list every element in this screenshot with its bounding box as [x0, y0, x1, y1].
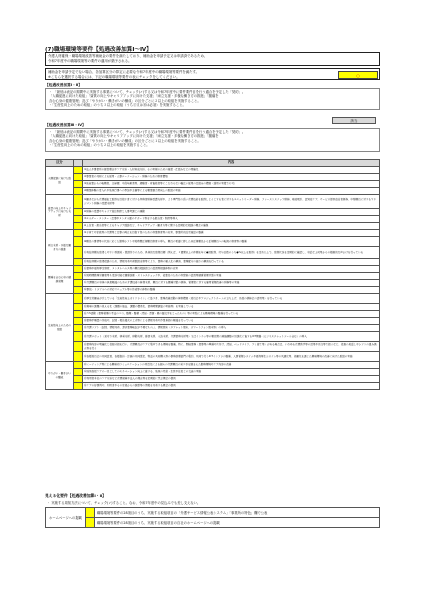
requirement-checkbox[interactable]: [74, 280, 83, 287]
requirement-item: ㉕ミーティング等による職場内コミュニケーションの円滑化による個々の介護職員の気づきを踏まえた勤務環境やケア内容の改善: [83, 362, 380, 369]
requirement-notice-box: [45, 68, 380, 80]
visibility-note: ・ 実施する周知方法について、チェック(✓)すること。なお、令和7年度中の見込みでも差し支えない。: [47, 501, 201, 505]
publication-checkbox[interactable]: [86, 518, 95, 528]
requirement-item: ⑤働きながら介護福祉士取得を目指す者に対する実務者研修受講支援や、より専門性の高い介護技術を取得しようとする者に対するユニットリーダー研修、ファーストステップ研修、喀痰吸引、認知症ケア、サービス提供責任者研修、中堅職員に対するマネジメント研修の受講支援等: [83, 195, 380, 209]
table-row: [46, 216, 380, 223]
requirement-checkbox[interactable]: [74, 342, 83, 352]
table-row: [46, 280, 380, 287]
category-cell: やりがい・働きがいの醸成: [46, 362, 74, 390]
requirement-checkbox[interactable]: [74, 195, 83, 209]
requirement-checkbox[interactable]: [74, 332, 83, 342]
requirement-item: ⑥研修の受講やキャリア段位制度と人事考課との連動: [83, 209, 380, 216]
table-row: [46, 318, 380, 325]
requirement-checkbox[interactable]: [74, 318, 83, 325]
requirement-checkbox[interactable]: [74, 383, 83, 390]
table-row: [46, 332, 380, 342]
table-row: [46, 304, 380, 311]
table-row: [46, 362, 380, 369]
requirement-item: ⑰厚生労働省が示している「生産性向上ガイドライン」に基づき、業務改善活動の体制構築（委員会やプロジェクトチームの立ち上げ、外部の研修会の活用等）を行っている: [83, 294, 380, 304]
table-row: [46, 294, 380, 304]
requirement-item: ㉖地域包括ケアの一員としてのモチベーション向上に資する、地域の児童・生徒や住民との交流の実施: [83, 369, 380, 376]
requirements-table: [45, 159, 380, 390]
category-cell: 資質の向上やキャリアアップに向けた支援: [46, 195, 74, 230]
section-a-line: 「入職促進に向けた取組」「資質の向上やキャリアアップに向けた支援」「両立支援・多様な働き方の推進」「腰痛を: [49, 94, 219, 99]
table-row: [46, 342, 380, 352]
table-row: [46, 311, 380, 318]
subsidy-exemption-box: [45, 52, 380, 66]
table-row: [46, 287, 380, 294]
requirement-item: ⑧上位者・担当者等によるキャリア面談など、キャリアアップ・働き方等に関する定期的な相談の機会の確保: [83, 223, 380, 230]
header-category: 区分: [46, 160, 74, 167]
table-row: [46, 259, 380, 266]
table-row: [46, 237, 380, 247]
requirement-item: ㉒介護ロボット（見守り支援、移乗支援、移動支援、排泄支援、入浴支援、介護業務支援等）又はインカム等の職員間の連絡調整の迅速化に資するICT機器（ビジネスチャットツール含む）の導入: [83, 332, 380, 342]
table-row: [46, 181, 380, 188]
requirement-checkbox[interactable]: [74, 294, 83, 304]
requirement-checkbox[interactable]: [74, 223, 83, 230]
notice-line: 補助金を申請予定でない場合、各加算区分の算定に必要な令和7年度中の職場環境等要件を満たす。: [48, 70, 200, 74]
publication-checkbox[interactable]: [86, 508, 95, 518]
requirement-checkbox[interactable]: [74, 266, 83, 273]
requirement-checkbox[interactable]: [74, 247, 83, 259]
requirement-item: ⑭短時間勤務労働者等も受診可能な健康診断・ストレスチェックや、従業員のための休憩室の設置等健康管理対策の実施: [83, 273, 380, 280]
applicable-tag: 該当: [332, 117, 376, 124]
requirement-item: ㉗利用者本位のケア方針など介護保険や法人の理念等を定期的に学ぶ機会の提供: [83, 376, 380, 383]
requirement-checkbox[interactable]: [74, 369, 83, 376]
section-b-heading: 【処遇改善加算Ⅲ・Ⅳ】: [45, 123, 86, 127]
requirement-item: ⑦エルダー・メンター（仕事やメンタル面のサポート等をする担当者）制度等導入: [83, 216, 380, 223]
requirement-checkbox[interactable]: [74, 352, 83, 362]
header-check: [74, 160, 83, 167]
requirement-checkbox[interactable]: [74, 325, 83, 332]
requirement-item: ⑫有給休暇の取得促進のため、情報共有や複数担当制等により、業務の属人化の解消、業務配分の偏りの解消を行っている: [83, 259, 380, 266]
requirement-checkbox[interactable]: [74, 237, 83, 247]
table-row: [46, 167, 380, 174]
requirement-item: ㉔各種委員会の共同設置、各種指針・計画の共同策定、物品の共同購入等の事務処理部門の集約、共同で行うICTインフラの整備、人事管理システムや福利厚生システム等の共通化等、協働化を通じた職場環境の改善に向けた取組の実施: [83, 352, 380, 362]
intro-line: 介護人材確保・職場環境改善等補助金の要件を満たしており、補助金を申請予定又は申請済であるため、: [48, 54, 208, 58]
requirement-checkbox[interactable]: [74, 362, 83, 369]
table-row: [46, 174, 380, 181]
category-cell: 生産性向上のための取組: [46, 294, 74, 362]
requirement-checkbox[interactable]: [74, 174, 83, 181]
publication-option: 職場環境等要件の28項目のうち、実施する取組項目の自社のホームページへの掲載: [95, 518, 380, 528]
section-a-heading: 【処遇改善加算Ⅰ・Ⅱ】: [45, 83, 82, 87]
section-a-line: ・ 「最低は表記の期間中に実施する事業について、チェック(✓)する又は令和7年度中に要件要件目を行う適合を予定した「契約」。: [49, 90, 246, 94]
table-row: [46, 273, 380, 280]
table-row: [46, 352, 380, 362]
table-header-row: [46, 160, 380, 167]
requirement-item: ④職業体験の受入れや地域行事への参加や主催等による職業魅力度向上の取組の実施: [83, 188, 380, 195]
requirement-item: ⑱現場の課題の見える化（課題の抽出、課題の構造化、業務時間調査の実施等）を実施している: [83, 304, 380, 311]
section-b-line: 含む心身の健康管理」及び「やりがい・働きがいの醸成」の区分ごとに１以上の取組を実施すること。: [49, 138, 201, 143]
selection-marker[interactable]: ○: [338, 71, 378, 79]
requirement-checkbox[interactable]: [74, 376, 83, 383]
table-row: [46, 383, 380, 390]
requirement-checkbox[interactable]: [74, 259, 83, 266]
table-row: [46, 230, 380, 237]
requirement-checkbox[interactable]: [74, 311, 83, 318]
requirement-checkbox[interactable]: [74, 209, 83, 216]
publication-row: [46, 508, 380, 518]
requirement-item: ㉑介護ソフト（記録、情報共有、請求業務転記が不要なもの。）、情報端末（タブレット端末、スマートフォン端末等）の導入: [83, 325, 380, 332]
section-a-line: ・「生産性向上のための取組」のうち３以上の取組（うち⑰又は⑱は必須）を実施すること。: [49, 102, 186, 107]
requirement-item: ㉘ケアの好事例や、利用者やその家族からの謝意等の情報を共有する機会の提供: [83, 383, 380, 390]
table-row: [46, 266, 380, 273]
table-row: [46, 325, 380, 332]
header-content: 内容: [83, 160, 380, 167]
category-cell: 腰痛を含む心身の健康管理: [46, 266, 74, 294]
publication-row: [46, 518, 380, 528]
publication-method-table: [45, 507, 380, 528]
requirement-item: ⑯事故・トラブルへの対応マニュアル等の作成等の体制の整備: [83, 287, 380, 294]
page-title: (7)職場環境等要件【処遇改善加算Ⅰ～Ⅳ】: [45, 47, 152, 53]
intro-line: 令和7年度中の職場環境等の要件の適用が猶予される。: [48, 58, 132, 63]
requirement-item: ⑪有給休暇を取得しやすい雰囲気・意識作りのため、具体的な取得目標（例えば、１週間以上の休暇を年に●回取得、付与日数のうち●%以上を取得）を定めた上で、取得状況を定期的に確認し、身近な上司等からの積極的な声かけを行っている: [83, 247, 380, 259]
table-row: [46, 247, 380, 259]
table-row: [46, 369, 380, 376]
requirement-item: ①法人や事業所の経営理念やケア方針・人材育成方針、その実現のための施策・仕組みなどの明確化: [83, 167, 380, 174]
requirement-checkbox[interactable]: [74, 181, 83, 188]
category-cell: 両立支援・多様な働き方の推進: [46, 230, 74, 266]
requirement-item: ⑨子育てや家族等の介護等と仕事の両立を目指す者のための休業制度等の充実、事業所内託児施設の整備: [83, 230, 380, 237]
requirement-checkbox[interactable]: [74, 230, 83, 237]
requirement-item: ③他産業からの転職者、主婦層、中高年齢者等、経験者・有資格者等にこだわらない幅広い採用の仕組みの構築（採用の実績でも可）: [83, 181, 380, 188]
table-row: [46, 195, 380, 209]
section-b-box: [45, 128, 380, 152]
requirement-checkbox[interactable]: [74, 273, 83, 280]
table-row: [46, 188, 380, 195]
table-row: [46, 376, 380, 383]
requirement-checkbox[interactable]: [74, 216, 83, 223]
requirement-item: ⑲５S活動（業務管理の手法の１つ。整理・整頓・清掃・清潔・躾の頭文字をとったもの）等の実践による職場環境の整備を行っている: [83, 311, 380, 318]
section-b-line: 「入職促進に向けた取組」「資質の向上やキャリアアップに向けた支援」「両立支援・多様な働き方の推進」「腰痛を: [49, 134, 219, 139]
requirement-item: ⑬業務や福利厚生制度、メンタルヘルス等の職員相談窓口の設置等相談体制の充実: [83, 266, 380, 273]
notice-line: ※こちらを選択する場合には、下記の職場環境等要件の表にチェックをしてください。: [48, 74, 180, 79]
requirement-item: ㉓業務内容の明確化と役割分担を行い、介護職員がケアに集中できる環境を整備。特に、間接業務（食事等の準備や片付け、清掃、ベッドメイク、ゴミ捨て等）がある場合は、いわゆる介護助手等の活用や外注等で担うなど、役割の見直しやシフトの組み換え等を行う: [83, 342, 380, 352]
requirement-checkbox[interactable]: [74, 167, 83, 174]
section-b-line: ・ 「最低は表記の期間中に実施する事業について、チェック(✓)する又は令和7年度中に要件要件目を行う適合を予定した「契約」。: [49, 130, 246, 134]
section-b-line: ・「生産性向上のための取組」のうち２以上の取組を実施すること。: [49, 142, 150, 147]
requirement-item: ⑮介護職員の身体の負担軽減のための介護技術の修得支援、職員に対する腰痛対策の研修、管理者に対する雇用管理改善の研修等の実施: [83, 280, 380, 287]
section-a-box: [45, 88, 380, 110]
homepage-label: ホームページへの掲載: [46, 508, 86, 528]
category-cell: 入職促進に向けた取組: [46, 167, 74, 195]
table-row: [46, 223, 380, 230]
requirement-item: ⑳業務手順書の作成や、記録・報告様式の工夫等による情報共有や作業負担の軽減を行っている: [83, 318, 380, 325]
visibility-requirement-title: 見える化要件【処遇改善加算Ⅰ・Ⅱ】: [45, 493, 106, 498]
table-row: [46, 209, 380, 216]
requirement-checkbox[interactable]: [74, 287, 83, 294]
section-a-line: 含む心身の健康管理」及び「やりがい・働きがいの醸成」の区分ごとに２以上の取組を実施すること。: [49, 98, 201, 103]
requirement-checkbox[interactable]: [74, 188, 83, 195]
requirement-checkbox[interactable]: [74, 304, 83, 311]
requirement-item: ⑩職員の事情等の状況に応じた勤務シフトや短時間正規職員制度の導入、職員の希望に即した非正規職員から正規職員への転換の制度等の整備: [83, 237, 380, 247]
requirement-item: ②事業者の共同による採用・人事ローテーション・研修のための制度構築: [83, 174, 380, 181]
publication-option: 職場環境等要件の28項目のうち、実施する取組項目の「介護サービス情報公表システム」「事業所の特色」欄で公表: [95, 508, 380, 518]
